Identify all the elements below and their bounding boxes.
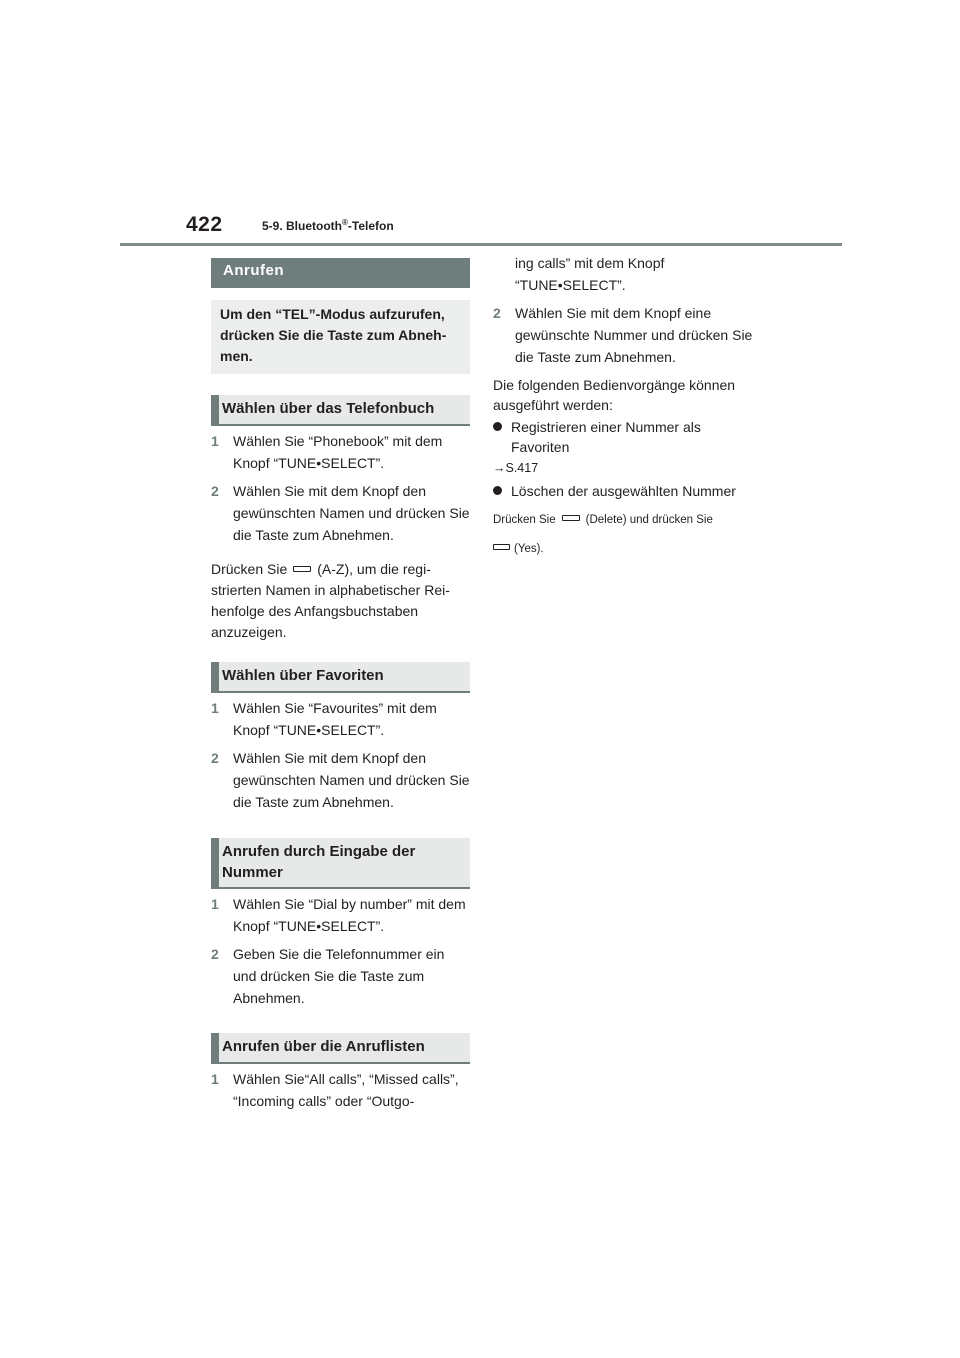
bullet-dot-icon — [493, 422, 502, 431]
favorites-step-2: 2 Wählen Sie mit dem Knopf den gewünschten Namen und drücken Sie die Taste zum Abnehmen. — [211, 750, 470, 810]
page-reference: →S.417 — [493, 461, 539, 475]
calllists-step-1-continued: ing calls” mit dem Knopf “TUNE•SELECT”. — [515, 255, 665, 293]
dial-step-2: 2 Geben Sie die Telefonnummer ein und drücken Sie die Taste zum Abnehmen. — [211, 946, 445, 1006]
dial-heading: Anrufen durch Eingabe der Nummer — [211, 838, 470, 889]
page-number: 422 — [186, 213, 223, 236]
section-title: 5-9. Bluetooth®-Telefon — [262, 218, 394, 233]
bullet-delete-number: Löschen der ausgewählten Nummer — [493, 481, 753, 501]
phonebook-heading: Wählen über das Telefonbuch — [211, 395, 470, 426]
delete-instruction: Drücken Sie (Delete) und drücken Sie — [493, 514, 713, 526]
favorites-heading: Wählen über Favoriten — [211, 662, 470, 693]
calllists-step-1: 1 Wählen Sie“All calls”, “Missed calls”, “Incoming calls” oder “Outgo- — [211, 1071, 459, 1109]
phonebook-step-1: 1 Wählen Sie “Phonebook” mit dem Knopf “TUNE•SELECT”. — [211, 433, 443, 471]
yes-button-icon — [493, 544, 510, 550]
phonebook-note: Drücken Sie (A-Z), um die regi-strierten Namen in alphabetischer Rei-henfolge des Anfangsbuchstaben anzuzeigen. — [211, 561, 450, 640]
dial-step-1: 1 Wählen Sie “Dial by number” mit dem Knopf “TUNE•SELECT”. — [211, 896, 466, 934]
operations-intro: Die folgenden Bedienvorgänge können ausgeführt werden: — [493, 377, 736, 413]
favorites-step-1: 1 Wählen Sie “Favourites” mit dem Knopf “TUNE•SELECT”. — [211, 700, 437, 738]
yes-instruction: (Yes). — [493, 541, 753, 557]
phonebook-step-2: 2 Wählen Sie mit dem Knopf den gewünschten Namen und drücken Sie die Taste zum Abnehmen. — [211, 483, 470, 543]
main-heading: Anrufen — [211, 258, 470, 288]
delete-button-icon — [562, 515, 580, 521]
bullet-register-favorite: Registrieren einer Nummer als Favoriten — [493, 417, 753, 457]
calllists-step-2: 2 Wählen Sie mit dem Knopf eine gewünschte Nummer und drücken Sie die Taste zum Abnehmen. — [493, 305, 753, 365]
az-button-icon — [293, 566, 311, 572]
intro-box: Um den “TEL”-Modus aufzurufen, drücken Sie die Taste zum Abneh-men. — [211, 300, 470, 374]
bullet-dot-icon — [493, 486, 502, 495]
calllists-heading: Anrufen über die Anruflisten — [211, 1033, 470, 1064]
header-rule — [120, 243, 842, 246]
